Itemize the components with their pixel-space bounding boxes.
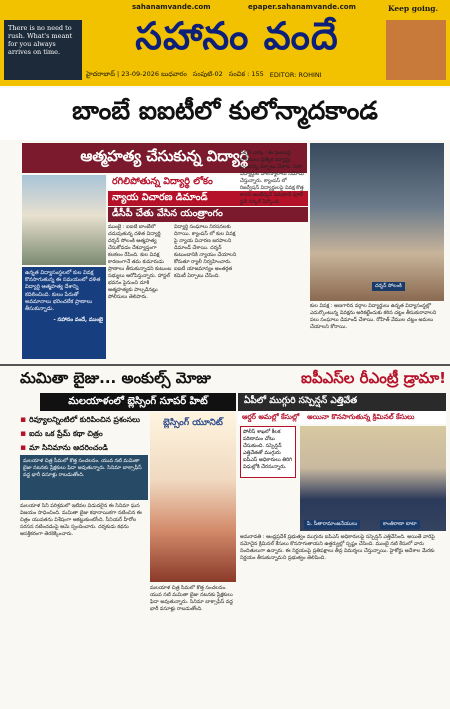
film-point-2 — [20, 427, 150, 441]
film-column-2: మలయాళ చిత్ర సీమలో కొత్త సంచలనం. యువ నటి మమితా బైజు నటనకు ప్రేక్షకులు ఫిదా అవుతున్నారు. సినిమా బాక్సాఫీస్ వద్ద భారీ వసూళ్లు రాబడుతోంది. — [150, 585, 233, 612]
film-column: మలయాళ సినీ పరిశ్రమలో ఇటీవల విడుదలైన ఈ సినిమా ఘన విజయం సాధించింది. మమితా బైజు కథానాయికగా నటించిన ఈ చిత్రం యువతను విశేషంగా ఆకట్టుకుంటోంది. సీనియర్ హీరోల సరసన నటించడంపై ఆమె స్పందించారు. దర్శకుడు కథను ఆసక్తికరంగా తెరకెక్కించారు. — [20, 503, 142, 537]
campus-photo — [22, 175, 106, 265]
bullet-icon: ▪ — [20, 415, 27, 425]
officer-name-1: పి. సీతారామాంజనేయులు — [304, 520, 360, 529]
lead-headline: బాంబే ఐఐటీలో కులోన్మాదకాండ — [0, 88, 450, 140]
epaper-url[interactable]: epaper.sahanamvande.com — [248, 3, 356, 11]
lead-column-4: కుల వివక్ష : అణగారిన వర్గాల విద్యార్థులు ఉన్నత విద్యాసంస్థల్లో ఎదుర్కొంటున్న వివక్షను అరికట్టేందుకు కఠిన చట్టం తీసుకురావాలని పలు సంఘాలు డిమాండ్ చేశాయి. రోహిత్ వేముల చట్టం అమలు చేయాలని కోరాయి. — [310, 303, 437, 330]
quote-box — [22, 267, 106, 359]
ips-subhead: ఏపీలో ముగ్గురి సస్పెన్షన్ ఎత్తివేత — [238, 393, 446, 411]
officers-photo — [300, 426, 446, 531]
volume: సంపుటి-02 — [192, 70, 223, 78]
city-date: హైదరాబాద్ | 23-09-2026 బుధవారం — [86, 70, 187, 78]
ips-point-1: ఆర్డర్ అమల్లో కేసుల్లో — [242, 412, 300, 421]
film-highlight-box: మలయాళ చిత్ర సీమలో కొత్త సంచలనం. యువ నటి మమితా బైజు నటనకు ప్రేక్షకులు ఫిదా అవుతున్నారు. సినిమా బాక్సాఫీస్ వద్ద భారీ వసూళ్లు రాబడుతోంది. — [20, 455, 148, 500]
lead-subhead: ఆత్మహత్య చేసుకున్న విద్యార్థి — [22, 143, 307, 173]
film-point-text: మా సినిమాను ఆదరించండి — [29, 442, 108, 452]
bullet-1: రగిలిపోతున్న విద్యార్థి లోకం — [108, 175, 308, 190]
film-point-1 — [20, 413, 150, 427]
officer-name-2: కాంతిరాణా టాటా — [380, 520, 420, 529]
film-subhead: మలయాళంలో బ్లెస్సింగ్ సూపర్ హిట్ — [40, 393, 236, 411]
bullet-icon: ▪ — [20, 429, 27, 439]
editor: EDITOR: ROHINI — [269, 71, 322, 79]
masthead-info — [86, 68, 386, 82]
student-photo — [310, 143, 444, 301]
photo-caption: దర్శన్ సోలంకి — [372, 282, 405, 291]
film-point-text: ఐదు ఒక ప్రేమ్ కథా చిత్రం — [29, 428, 103, 438]
quote-text: ఉన్నత విద్యాసంస్థలలో కుల వివక్ష కొనసాగుతున్న ఈ సమయంలో దళిత విద్యార్థి ఆత్మహత్య దేశాన్ని కదిలించింది. కులం పేరుతో అవమానాలు భరించలేక ప్రాణాలు తీసుకున్నాడు. — [25, 270, 101, 313]
masthead-quote: There is no need to rush. What's meant for you always arrives on time. — [4, 20, 82, 80]
masthead-tag: Keep going. — [388, 4, 439, 13]
ips-points — [238, 411, 446, 424]
film-poster — [150, 412, 236, 582]
ips-headline: ఐపీఎస్‌ల రీఎంట్రీ డ్రామా! — [301, 369, 446, 387]
ips-column: అమరావతి : ఆంధ్రప్రదేశ్ ప్రభుత్వం ముగ్గురు ఐపీఎస్ అధికారులపై సస్పెన్షన్ ఎత్తివేసింది. అయితే వారిపై నమోదైన క్రిమినల్ కేసులు కొనసాగుతాయని ఉత్తర్వుల్లో స్పష్టం చేసింది. ముంబై నటి కేసులో వారు నిందితులుగా ఉన్నారు. ఈ నిర్ణయంపై ప్రతిపక్షాలు తీవ్ర విమర్శలు చేస్తున్నాయి. హైకోర్టు ఆదేశాల మేరకు నిర్ణయం తీసుకున్నామని ప్రభుత్వం తెలిపింది. — [240, 534, 435, 561]
ips-point-2: అయినా కొనసాగుతున్న క్రిమినల్ కేసులు — [307, 412, 415, 421]
issue: సంచిక : 155 — [228, 70, 264, 78]
ips-box: పోలీస్ శాఖలో కీలక పరిణామం చోటు చేసుకుంది. సస్పెన్షన్ ఎత్తివేతతో ముగ్గురు ఐపీఎస్ అధికారులు తిరిగి విధుల్లోకి చేరనున్నారు. — [240, 426, 296, 478]
quote-author: - సహానం వందే, ముంబై — [53, 317, 103, 324]
film-point-text: రివ్యూలన్నింటిలో కురిపించిన ప్రశంసలు — [29, 414, 140, 424]
section-divider — [0, 364, 450, 366]
film-point-3 — [20, 441, 150, 455]
lead-column-2: విద్యార్థి సంఘాలు నిరసనలకు దిగాయి. క్యాంపస్ లో కుల వివక్ష పై న్యాయ విచారణ జరపాలని డిమాండ్ చేశాయి. దర్శన్ కుటుంబానికి న్యాయం చేయాలని కోరుతూ ర్యాలీ నిర్వహించారు. ఐఐటీ యాజమాన్యం అంతర్గత కమిటీ ఏర్పాటు చేసింది. — [174, 224, 237, 279]
film-headline: మమితా బైజు... అంకుల్స్ మోజు — [20, 369, 211, 387]
bullet-3: డీసీపీ చేతు వేసిన యంత్రాంగం — [108, 207, 308, 222]
lead-column-3: దర్శన్ చావు : ఈ ఘటనపై పోలీసులు ప్రత్యేక దర్యాప్తు బృందాన్ని ఏర్పాటు చేశారు. సహ విద్యార్థుల వాంగ్మూలాలు నమోదు చేస్తున్నారు. క్యాంపస్ లో రిజర్వేషన్ విద్యార్థులపై వివక్ష కొత్త కాదని అంబేద్కర్ పెరియార్ ఫూలే స్టడీ సర్కిల్ పేర్కొంది. — [240, 150, 304, 205]
poster-title: బ్లెస్సింగ్ యూనిట్ — [163, 418, 223, 428]
newspaper-logo: సహానం వందే — [135, 14, 339, 58]
bullet-2: న్యాయ విచారణ డిమాండ్ — [108, 191, 308, 206]
lead-column-1: ముంబై : ఐఐటీ బాంబేలో చదువుతున్న దళిత విద్యార్థి దర్శన్ సోలంకి ఆత్మహత్య చేసుకోవడం దేశవ్యాప్తంగా కలకలం రేపింది. కుల వివక్ష కారణంగానే తమ కుమారుడు ప్రాణాలు తీసుకున్నాడని కుటుంబ సభ్యులు ఆరోపిస్తున్నారు. హాస్టల్ భవనం పైనుంచి దూకి ఆత్మహత్యకు పాల్పడినట్లు పోలీసులు తెలిపారు. — [108, 224, 172, 300]
runner-image — [386, 20, 446, 80]
bullet-icon: ▪ — [20, 443, 27, 453]
site-url[interactable]: sahanamvande.com — [132, 3, 211, 11]
